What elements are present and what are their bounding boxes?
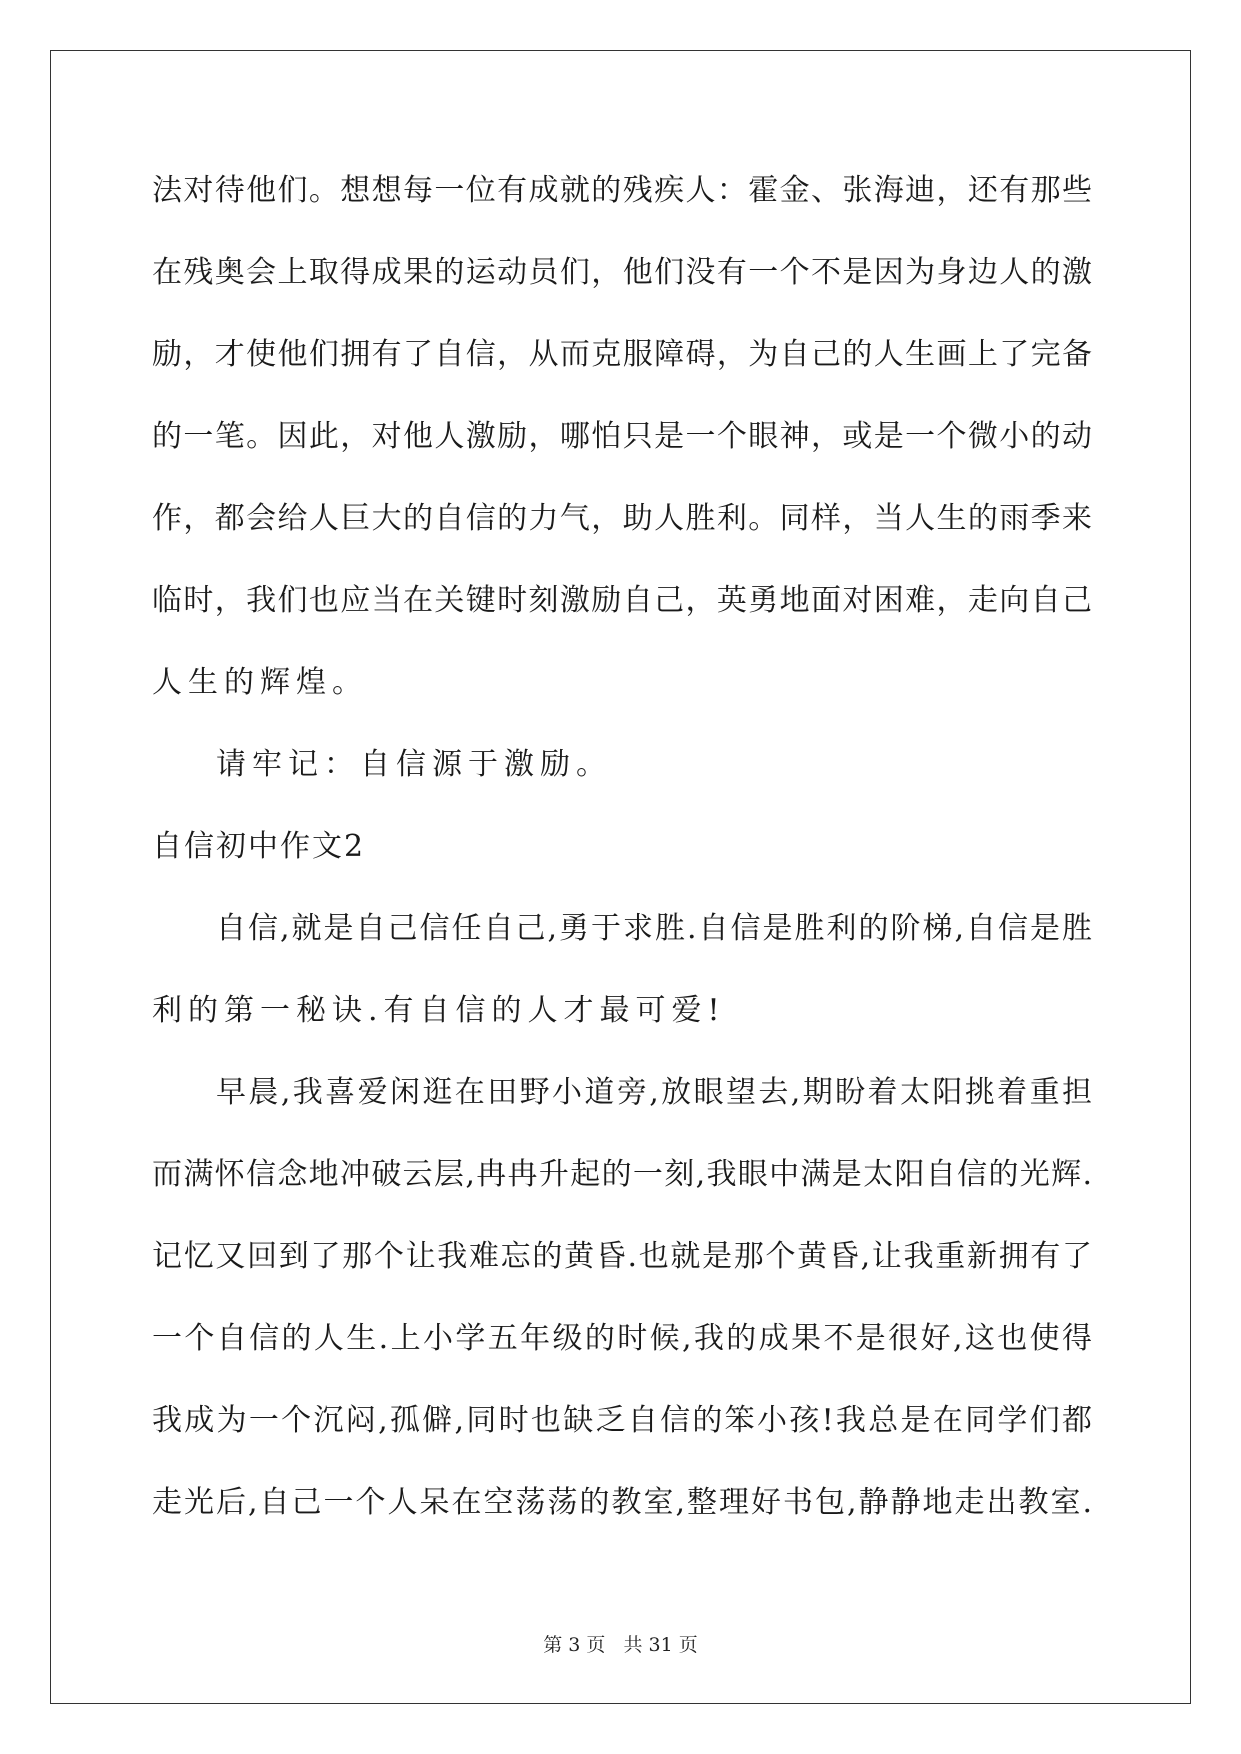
text-line: 励，才使他们拥有了自信，从而克服障碍，为自己的人生画上了完备 [152, 337, 1092, 372]
text-line: 一个自信的人生.上小学五年级的时候,我的成果不是很好,这也使得 [152, 1321, 1092, 1356]
text-line: 我成为一个沉闷,孤僻,同时也缺乏自信的笨小孩!我总是在同学们都 [152, 1403, 1092, 1438]
page-number-footer: 第 3 页 共 31 页 [543, 1634, 698, 1656]
text-line: 人生的辉煌。 [152, 665, 368, 700]
text-line: 的一笔。因此，对他人激励，哪怕只是一个眼神，或是一个微小的动 [152, 419, 1092, 454]
text-line: 早晨,我喜爱闲逛在田野小道旁,放眼望去,期盼着太阳挑着重担 [216, 1075, 1092, 1110]
text-line: 临时，我们也应当在关键时刻激励自己，英勇地面对困难，走向自己 [152, 583, 1092, 618]
text-line: 法对待他们。想想每一位有成就的残疾人：霍金、张海迪，还有那些 [152, 173, 1092, 208]
text-line: 而满怀信念地冲破云层,冉冉升起的一刻,我眼中满是太阳自信的光辉. [152, 1157, 1092, 1192]
document-body [152, 162, 1092, 1556]
text-line: 作，都会给人巨大的自信的力气，助人胜利。同样，当人生的雨季来 [152, 501, 1092, 536]
text-line: 记忆又回到了那个让我难忘的黄昏.也就是那个黄昏,让我重新拥有了 [152, 1239, 1092, 1274]
text-line: 在残奥会上取得成果的运动员们，他们没有一个不是因为身边人的激 [152, 255, 1092, 290]
text-line: 走光后,自己一个人呆在空荡荡的教室,整理好书包,静静地走出教室. [152, 1485, 1092, 1520]
section-heading: 自信初中作文2 [152, 829, 366, 864]
text-line: 请牢记：自信源于激励。 [216, 747, 612, 782]
text-line: 利的第一秘诀.有自信的人才最可爱! [152, 993, 726, 1028]
text-line: 自信,就是自己信任自己,勇于求胜.自信是胜利的阶梯,自信是胜 [216, 911, 1092, 946]
